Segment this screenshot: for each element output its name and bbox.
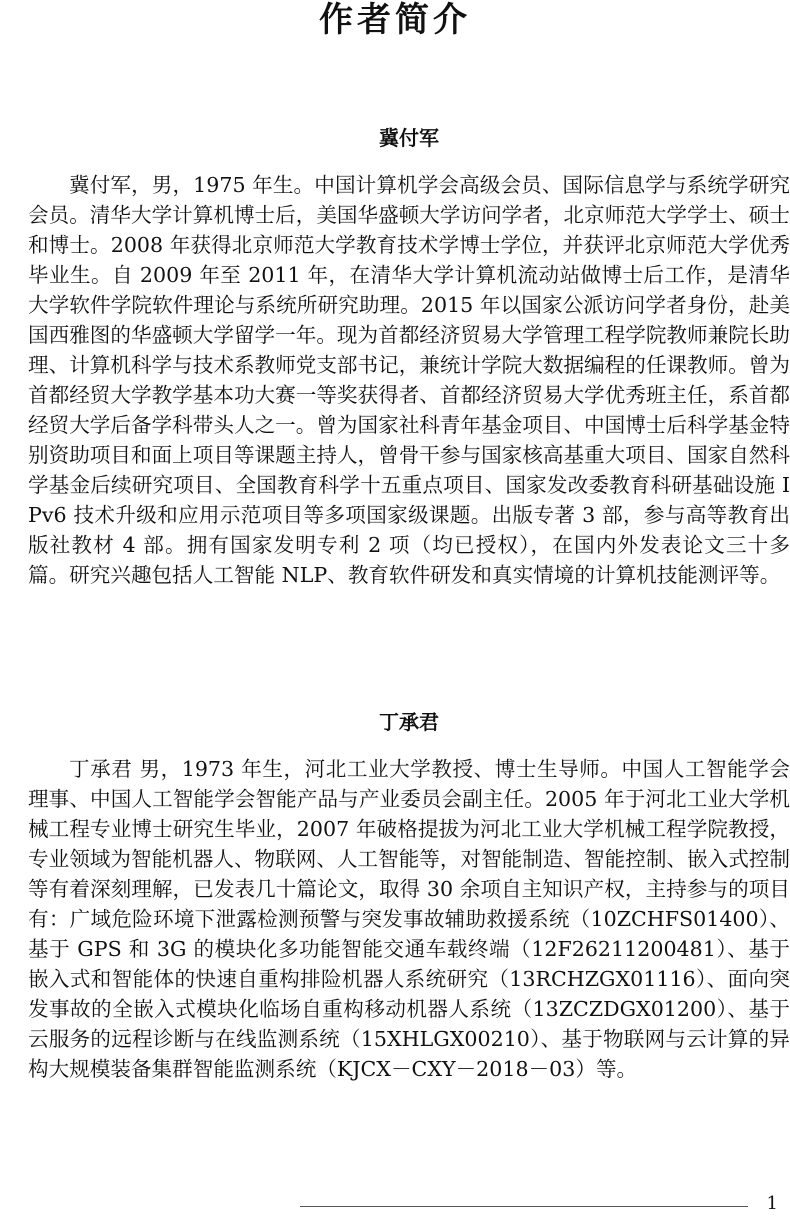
author-bio-text: 丁承君 男，1973 年生，河北工业大学教授、博士生导师。中国人工智能学会理事、中国人工智能学会智能产品与产业委员会副主任。2005 年于河北工业大学机械工程专业博士研究生毕业，2007 年破格提拔为河北工业大学机械工程学院教授，专业领域为智能机器人、物联网、人工智能等，对智能制造、智能控制、嵌入式控制等有着深刻理解，已发表几十篇论文，取得 30 余项自主知识产权，主持参与的项目有：广域危险环境下泄露检测预警与突发事故辅助救援系统（10ZCHFS01400）、基于 GPS 和 3G 的模块化多功能智能交通车载终端（12F26211200481）、基于嵌入式和智能体的快速自重构排险机器人系统研究（13RCHZGX01116）、面向突发事故的全嵌入式模块化临场自重构移动机器人系统（13ZCZDGX01200）、基于云服务的远程诊断与在线监测系统（15XHLGX00210）、基于物联网与云计算的异构大规模装备集群智能监测系统（KJCX－CXY－2018－03）等。 bbox=[28, 757, 790, 1081]
author-bio bbox=[28, 708, 790, 1084]
page-number: 1 bbox=[766, 1193, 778, 1214]
footer-divider bbox=[300, 1206, 748, 1207]
author-name: 丁承君 bbox=[379, 710, 439, 734]
author-bio-text: 冀付军，男，1975 年生。中国计算机学会高级会员、国际信息学与系统学研究会员。清华大学计算机博士后，美国华盛顿大学访问学者，北京师范大学学士、硕士和博士。2008 年获得北京师范大学教育技术学博士学位，并获评北京师范大学优秀毕业生。自 2009 年至 2011 年，在清华大学计算机流动站做博士后工作，是清华大学软件学院软件理论与系统所研究助理。2015 年以国家公派访问学者身份，赴美国西雅图的华盛顿大学留学一年。现为首都经济贸易大学管理工程学院教师兼院长助理、计算机科学与技术系教师党支部书记，兼统计学院大数据编程的任课教师。曾为首都经贸大学教学基本功大赛一等奖获得者、首都经济贸易大学优秀班主任，系首都经贸大学后备学科带头人之一。曾为国家社科青年基金项目、中国博士后科学基金特别资助项目和面上项目等课题主持人，曾骨干参与国家核高基重大项目、国家自然科学基金后续研究项目、全国教育科学十五重点项目、国家发改委教育科研基础设施 IPv6 技术升级和应用示范项目等多项国家级课题。出版专著 3 部，参与高等教育出版社教材 4 部。拥有国家发明专利 2 项（均已授权），在国内外发表论文三十多篇。研究兴趣包括人工智能 NLP、教育软件研发和真实情境的计算机技能测评等。 bbox=[28, 173, 790, 587]
page-title: 作者简介 bbox=[319, 0, 471, 40]
author-bio bbox=[28, 124, 790, 590]
author-name: 冀付军 bbox=[379, 126, 439, 150]
